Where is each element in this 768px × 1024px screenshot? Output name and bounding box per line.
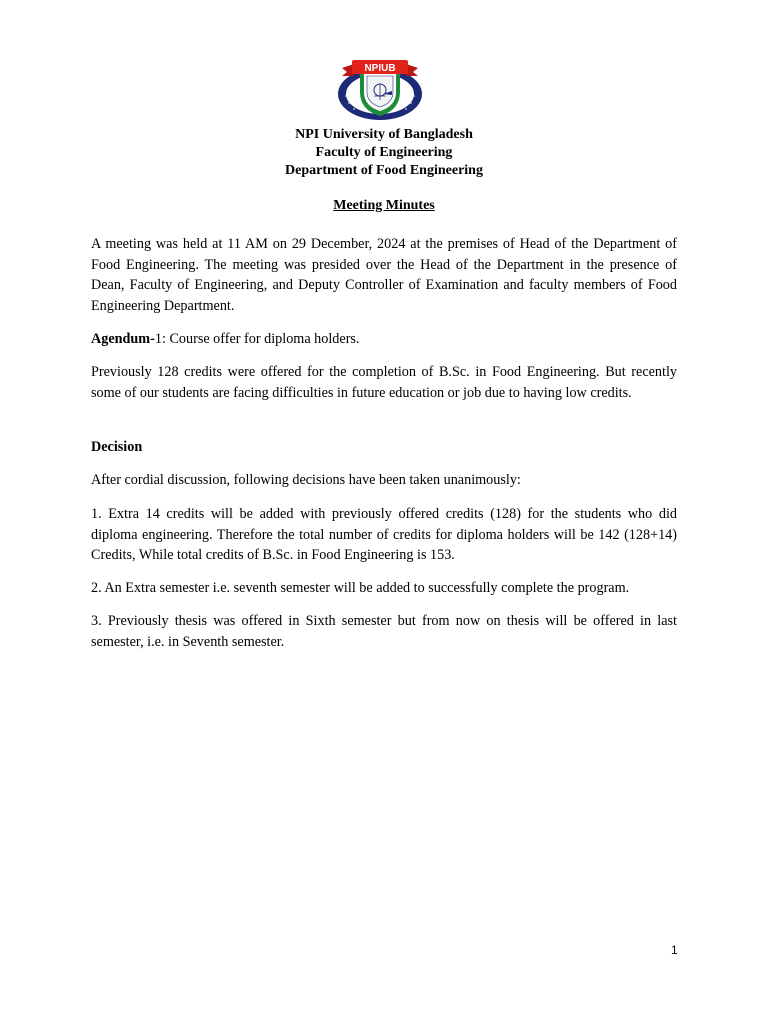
background-paragraph: Previously 128 credits were offered for the completion of B.Sc. in Food Engineering. But recently some of our students are facing difficulties in future education or job due to having low credits.	[91, 364, 677, 401]
faculty-name: Faculty of Engineering	[315, 145, 453, 160]
decision-item-1: 1. Extra 14 credits will be added with previously offered credits (128) for the students who did diploma engineering. Therefore the total number of credits for diploma holders will be 142 (128+14) Credits, While total credits of B.Sc. in Food Engineering is 153.	[91, 506, 677, 564]
agenda-label: Agendum-	[91, 331, 155, 347]
decision-item-3: 3. Previously thesis was offered in Sixth semester but from now on thesis will be offered in last semester, i.e. in Seventh semester.	[91, 613, 677, 650]
university-logo	[334, 54, 426, 122]
intro-paragraph: A meeting was held at 11 AM on 29 December, 2024 at the premises of Head of the Department of Food Engineering. The meeting was presided over the Head of the Department in the presence of Dean, Faculty of Engineering, and Deputy Controller of Examination and faculty members of Food Engineering Department.	[91, 236, 677, 315]
university-name: NPI University of Bangladesh	[295, 127, 473, 142]
agenda-text: 1: Course offer for diploma holders.	[154, 331, 360, 347]
decision-intro: After cordial discussion, following decisions have been taken unanimously:	[91, 472, 521, 488]
decision-heading: Decision	[91, 439, 143, 455]
agenda-line	[91, 329, 677, 350]
document-header	[0, 126, 768, 180]
page-number: 1	[671, 943, 678, 957]
document-title: Meeting Minutes	[333, 198, 435, 213]
department-name: Department of Food Engineering	[285, 163, 483, 178]
logo-banner-text: NPIUB	[364, 63, 396, 74]
decision-item-2: 2. An Extra semester i.e. seventh semester will be added to successfully complete the program.	[91, 580, 630, 596]
